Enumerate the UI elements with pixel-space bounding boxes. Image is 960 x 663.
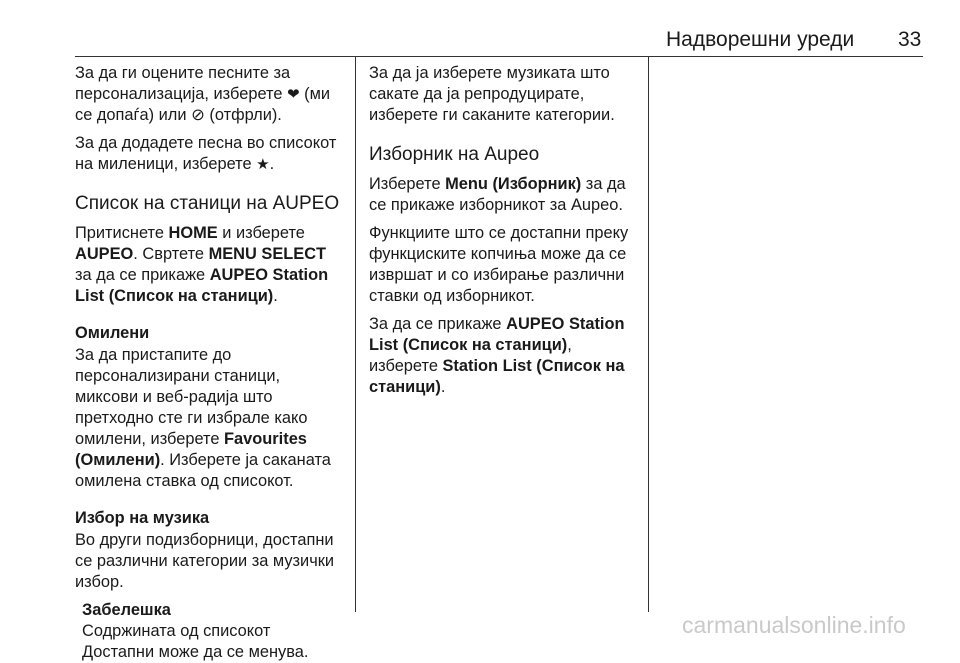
functions-paragraph: Функциите што се достапни преку функциските копчиња може да се извршат и со избирање различни ставки од изборникот.	[369, 224, 629, 305]
watermark: carmanualsonline.info	[682, 612, 906, 638]
menu-paragraph: Изберете Menu (Изборник) за да се прикаже изборникот за Aupeo.	[369, 175, 626, 214]
ban-icon: ⊘	[191, 106, 205, 124]
header-rule	[75, 56, 923, 57]
section-heading-aupeo-menu: Изборник на Aupeo	[369, 144, 540, 165]
favourites-paragraph: За да пристапите до персонализирани станици, миксови и веб-радија што претходно сте ги избрале како омилени, изберете Favourites (Омилени). Изберете ја саканата омилена ставка од списокот.	[75, 346, 331, 490]
column-divider-right	[648, 57, 649, 612]
note-box	[82, 600, 347, 663]
note-line: Содржината од списокот	[82, 622, 271, 640]
favourite-paragraph: За да додадете песна во списокот на миленици, изберете ★.	[75, 134, 337, 173]
music-choice-paragraph: За да ја изберете музиката што сакате да ја репродуцирате, изберете ги саканите категории.	[369, 64, 615, 124]
header-title: Надворешни уреди	[666, 28, 855, 51]
section-heading-station-list: Список на станици на AUPEO	[75, 193, 340, 214]
music-paragraph: Во други подизборници, достапни се различни категории за музички избор.	[75, 531, 335, 591]
left-column	[75, 63, 347, 663]
column-divider-left	[355, 57, 356, 612]
station-list-paragraph: Притиснете HOME и изберете AUPEO. Свртете MENU SELECT за да се прикаже AUPEO Station List (Список на станици).	[75, 224, 329, 305]
station-list-instruction: За да се прикаже AUPEO Station List (Список на станици), изберете Station List (Список на станици).	[369, 315, 625, 396]
page-number: 33	[898, 28, 922, 51]
right-column	[369, 63, 639, 405]
note-title: Забелешка	[82, 601, 171, 619]
note-line: Достапни може да се менува.	[82, 643, 309, 661]
star-icon: ★	[256, 156, 270, 173]
heart-icon: ❤	[287, 86, 300, 103]
subheading-music-selection: Избор на музика	[75, 509, 210, 527]
rating-paragraph: За да ги оцените песните за персонализација, изберете ❤ (ми се допаѓа) или ⊘ (отфрли).	[75, 64, 331, 124]
subheading-favourites: Омилени	[75, 324, 150, 342]
